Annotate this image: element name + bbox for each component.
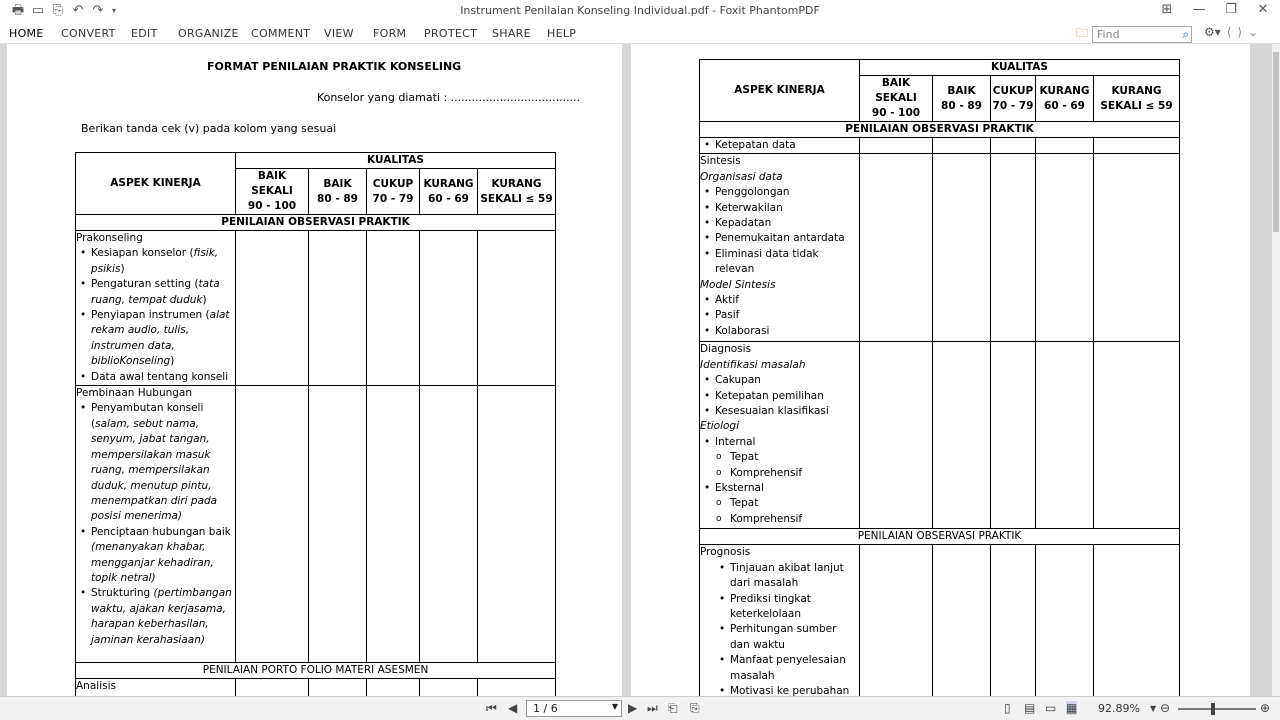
rating-cell[interactable] [1094,138,1180,154]
aspect-item: • Aktif [700,293,859,308]
col-kurang: KURANG 60 - 69 [1036,76,1094,122]
minimize-button[interactable]: — [1192,2,1206,17]
vertical-scrollbar[interactable] [1272,44,1280,696]
rating-cell[interactable] [933,342,991,529]
aspect-item: • Keterwakilan [700,201,859,216]
search-icon[interactable]: ⌕ [1182,27,1190,41]
rating-cell[interactable] [309,679,367,696]
rating-cell[interactable] [933,154,991,342]
rating-cell[interactable] [420,231,478,386]
rating-cell[interactable] [236,679,309,696]
rating-cell[interactable] [367,679,420,696]
ribbon-toggle-icon[interactable]: ⊞ [1161,2,1173,17]
aspect-item: • Ketepatan data [700,138,859,153]
aspect-heading: Prakonseling [76,232,143,244]
rating-cell[interactable] [367,386,420,663]
title-bar [0,0,1280,22]
previous-view-icon[interactable]: ⎗ [668,701,678,715]
next-view-icon[interactable]: ⎘ [690,701,700,715]
window-title: Instrument Penilaian Konseling Individual.pdf - Foxit PhantomPDF [460,4,820,17]
menu-bar [0,22,1280,44]
menu-organize[interactable]: ORGANIZE [178,27,239,40]
aspect-list [700,293,859,339]
aspect-item-text: fisik, psikis [91,247,219,275]
zoom-out-icon[interactable]: ⊖ [1160,701,1171,715]
aspect-list [700,435,859,450]
rating-cell[interactable] [309,386,367,663]
aspect-subheading: Model Sintesis [700,278,776,291]
aspect-item [76,370,235,385]
rating-cell[interactable] [933,545,991,696]
zoom-slider[interactable] [1178,708,1256,710]
menu-convert[interactable]: CONVERT [61,27,116,40]
aspect-item: • Penemukaitan antardata [700,231,859,246]
aspect-item [76,401,235,524]
rating-cell[interactable] [1036,154,1094,342]
col-kurang-sekali: KURANG SEKALI ≤ 59 [478,169,556,215]
form-title: FORMAT PENILAIAN PRAKTIK KONSELING [207,60,462,73]
pdf-page-2 [631,44,1250,696]
rating-cell[interactable] [860,342,933,529]
col-cukup: CUKUP 70 - 79 [991,76,1036,122]
rating-cell[interactable] [478,231,556,386]
scrollbar-thumb[interactable] [1273,52,1279,232]
menu-edit[interactable]: EDIT [131,27,158,40]
chevron-down-icon[interactable]: ▼ [611,702,618,711]
first-page-icon[interactable]: ⏮ [486,701,497,715]
aspect-heading: Diagnosis [700,343,752,356]
print-icon[interactable]: 🖶 [11,3,25,18]
rating-cell[interactable] [860,545,933,696]
col-kurang: KURANG 60 - 69 [420,169,478,215]
rating-cell[interactable] [1094,545,1180,696]
aspect-item: o Tepat [700,450,859,465]
aspect-subheading: Identifikasi masalah [700,358,806,371]
gear-icon[interactable]: ⚙▾ [1204,25,1221,39]
document-area[interactable] [0,44,1280,696]
col-baik-sekali: BAIK SEKALI 90 - 100 [236,169,309,215]
bookmark-icon[interactable]: ⎘ [52,3,64,18]
aspect-sintesis [700,154,860,342]
aspect-item-text: salam, sebut nama, senyum, jabat tangan, mempersilakan masuk ruang, mempersilakan duduk, menutup pintu, menempatkan diri pada posisi menerima) [91,417,218,523]
aspect-item-text: ) [120,262,125,275]
rubric-table-left [75,152,556,696]
col-baik: BAIK 80 - 89 [933,76,991,122]
aspect-heading: Sintesis [700,155,741,168]
status-bar [0,696,1280,720]
prev-view-icon[interactable]: ⟨ [1226,25,1232,39]
rating-cell[interactable] [478,679,556,696]
rating-cell[interactable] [1036,545,1094,696]
aspect-sublist [700,450,859,481]
rating-cell[interactable] [1094,154,1180,342]
quality-header: KUALITAS [236,153,556,169]
aspect-item: o Komprehensif [700,466,859,481]
undo-icon[interactable]: ↶ [72,3,84,18]
rating-cell[interactable] [860,154,933,342]
aspect-list [700,481,859,496]
aspect-list [700,185,859,277]
observed-counselor-line: Konselor yang diamati : ..................................... [317,91,581,104]
aspect-list [700,373,859,419]
aspect-item-text: Data awal tentang konseli [91,370,229,383]
aspect-diagnosis [700,342,860,529]
aspect-header: ASPEK KINERJA [700,60,860,122]
aspect-item: • Ketepatan pemilihan [700,389,859,404]
aspect-item [76,277,235,308]
aspect-item-text: Pengaturan setting ( [91,278,199,291]
aspect-item-text: Penciptaan hubungan baik [91,525,231,538]
aspect-item-text: tata ruang, tempat duduk [91,278,220,306]
next-view-icon[interactable]: ⟩ [1237,25,1243,39]
aspect-item-text: (menanyakan khabar, mengganjar kehadiran, topik netral) [91,541,214,584]
col-baik: BAIK 80 - 89 [309,169,367,215]
rating-cell[interactable] [1036,342,1094,529]
aspect-item-text: ) [202,293,207,306]
facing-icon[interactable]: ▭ [1045,701,1057,715]
aspect-subheading: Organisasi data [700,170,783,183]
rating-cell[interactable] [478,386,556,663]
aspect-item-text: (pertimbangan waktu, ajakan kerjasama, harapan keberhasilan, jaminan kerahasiaan) [91,587,232,646]
aspect-item: o Komprehensif [700,512,859,527]
page-number: 1 / 6 [533,702,558,715]
restore-button[interactable]: ❐ [1225,2,1237,17]
aspect-item-text: alat rekam audio, tulis, instrumen data, biblioKonseling [91,309,230,368]
aspect-item: o Tepat [700,496,859,511]
aspect-item: • Pasif [700,308,859,323]
last-page-icon[interactable]: ⏭ [647,701,658,715]
instruction-text: Berikan tanda cek (v) pada kolom yang sesuai [81,122,337,135]
single-page-icon[interactable]: ▯ [1004,701,1011,715]
aspect-item [76,246,235,277]
aspect-prakonseling [76,231,236,386]
next-page-icon[interactable]: ▶ [628,701,638,715]
collapse-ribbon-icon[interactable]: ⌄ [1248,25,1259,39]
aspect-prognosis [700,545,860,696]
aspect-item [76,308,235,370]
find-input[interactable] [1092,26,1192,43]
customize-dropdown-icon[interactable]: ▾ [111,6,116,15]
section-observasi: PENILAIAN OBSERVASI PRAKTIK [76,215,556,231]
rating-cell[interactable] [991,342,1036,529]
rating-cell[interactable] [991,138,1036,154]
aspect-item: • Cakupan [700,373,859,388]
menu-help[interactable]: HELP [547,27,577,40]
aspect-item: • Penggolongan [700,185,859,200]
section-observasi-2: PENILAIAN OBSERVASI PRAKTIK [700,529,1180,545]
aspect-item: • Eksternal [700,481,859,496]
quality-header: KUALITAS [860,60,1180,76]
menu-protect[interactable]: PROTECT [424,27,478,40]
find-placeholder: Find [1097,28,1120,41]
aspect-item-text: Kesiapan konselor ( [91,247,194,260]
aspect-item: • Kolaborasi [700,324,859,339]
rating-cell[interactable] [420,679,478,696]
section-portofolio: PENILAIAN PORTO FOLIO MATERI ASESMEN [76,663,556,679]
search-area [1076,24,1192,45]
aspect-header: ASPEK KINERJA [76,153,236,215]
rating-cell[interactable] [1036,138,1094,154]
menu-comment[interactable]: COMMENT [251,27,311,40]
rubric-table-right [699,59,1180,696]
aspect-item: • Perhitungan sumber dan waktu [700,622,859,653]
aspect-heading: Analisis [76,680,116,693]
aspect-item-text: ) [170,355,175,368]
aspect-item [76,525,235,587]
save-icon[interactable]: ▭ [31,3,45,18]
continuous-facing-icon[interactable]: ▦ [1066,701,1078,715]
aspect-item: • Internal [700,435,859,450]
menu-share[interactable]: SHARE [492,27,531,40]
zoom-level[interactable]: 92.89% [1098,702,1140,715]
aspect-item-text: Penyiapan instrumen ( [91,309,210,322]
aspect-item: • Kesesuaian klasifikasi [700,404,859,419]
zoom-in-icon[interactable]: ⊕ [1260,701,1271,715]
aspect-heading: Pembinaan Hubungan [76,387,193,400]
col-kurang-sekali: KURANG SEKALI ≤ 59 [1094,76,1180,122]
zoom-slider-knob[interactable] [1211,703,1215,715]
aspect-list [76,246,235,385]
pdf-page-1 [7,44,622,696]
rating-cell[interactable] [860,138,933,154]
section-observasi: PENILAIAN OBSERVASI PRAKTIK [700,122,1180,138]
close-button[interactable]: ✕ [1257,2,1269,17]
aspect-item: • Manfaat penyelesaian masalah [700,653,859,684]
rating-cell[interactable] [933,138,991,154]
aspect-item: • Tinjauan akibat lanjut dari masalah [700,561,859,592]
col-cukup: CUKUP 70 - 79 [367,169,420,215]
aspect-sublist [700,496,859,527]
aspect-item: • Kepadatan [700,216,859,231]
aspect-pembinaan-hubungan [76,386,236,663]
page-number-input[interactable] [526,700,622,717]
aspect-item-text: Strukturing [91,587,154,600]
menu-nav [1204,25,1258,39]
rating-cell[interactable] [1094,342,1180,529]
aspect-heading: Prognosis [700,546,751,559]
aspect-item: • Prediksi tingkat keterkelolaan [700,592,859,623]
aspect-subheading: Etiologi [700,420,740,433]
aspect-list [76,401,235,648]
aspect-item-text: Penyambutan konseli ( [91,402,204,430]
menu-view[interactable]: VIEW [324,27,354,40]
redo-icon[interactable]: ↷ [92,3,104,18]
aspect-item: • Motivasi ke perubahan [700,684,859,696]
aspect-item: • Eliminasi data tidak relevan [700,247,859,278]
continuous-icon[interactable]: ▤ [1024,701,1036,715]
menu-home[interactable]: HOME [9,27,44,40]
aspect-item [76,586,235,648]
aspect-list [700,561,859,696]
window-controls [1158,2,1272,17]
col-baik-sekali: BAIK SEKALI 90 - 100 [860,76,933,122]
aspect-analisis [76,679,236,696]
rating-cell[interactable] [236,231,309,386]
rating-cell[interactable] [309,231,367,386]
rating-cell[interactable] [991,154,1036,342]
aspect-ketepatan-data [700,138,860,154]
rating-cell[interactable] [991,545,1036,696]
rating-cell[interactable] [367,231,420,386]
rating-cell[interactable] [236,386,309,663]
rating-cell[interactable] [420,386,478,663]
zoom-dropdown-icon[interactable]: ▼ [1150,704,1157,713]
prev-page-icon[interactable]: ◀ [508,701,518,715]
folder-search-icon[interactable]: 🗀 [1076,26,1089,40]
menu-form[interactable]: FORM [373,27,407,40]
